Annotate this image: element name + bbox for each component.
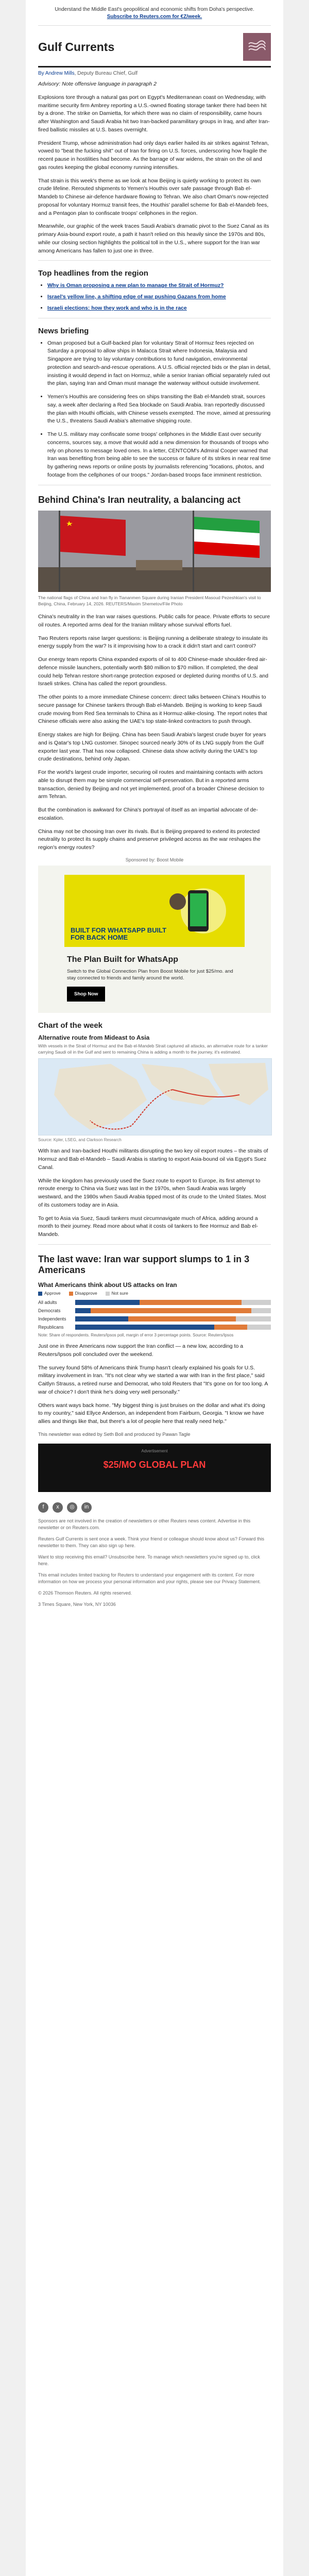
feature-para: China may not be choosing Iran over its rivals. But is Beijing prepared to extend its protected neutrality to protect its supply chains and preserve privileged access as the war reshapes the region's energy routes?: [38, 828, 261, 851]
feature-para: For the world's largest crude importer, securing oil routes and maintaining contacts with actors able to disrupt them may be simple commercial self-preservation. But in a reported arms transaction, denied by Beijing and not yet implemented, proof of a broader Chinese decision to arm Tehran.: [38, 769, 264, 800]
poll-bar-segment: [247, 1325, 271, 1330]
subscribe-banner: [38, 0, 271, 25]
divider: [38, 260, 271, 261]
poll-legend: [38, 1291, 271, 1296]
poll-bar: [75, 1308, 271, 1313]
ad-image[interactable]: [64, 875, 245, 947]
poll-bar-segment: [75, 1300, 140, 1305]
photo-caption: The national flags of China and Iran fly in Tiananmen Square during Iranian President Masoud Pezeshkian's visit to Beijing, China, February 14, 2026. REUTERS/Maxim Shemetov/File Photo: [38, 595, 261, 606]
intro-para-4: Meanwhile, our graphic of the week traces Saudi Arabia's dramatic pivot to the Suez Canal as its primary Asia-bound export route, a path it hasn't relied on this heavily since the 1970s and 80s, while our closing section highlights the political toll in the U.S., where support for the Iran war among Americans has fallen to just one in three.: [38, 223, 269, 254]
poll-row: [38, 1300, 271, 1305]
x-icon[interactable]: x: [53, 1502, 63, 1513]
poll-bar: [75, 1300, 271, 1305]
poll-bar-segment: [75, 1316, 128, 1321]
ad-title: The Plan Built for WhatsApp: [67, 955, 178, 964]
byline: [38, 71, 271, 76]
chart-para: While the kingdom has previously used the Suez route to export to Europe, its first attempt to reroute energy to China via Suez was last in the 1970s, when Saudi Arabia was largely westward, and the 1980s when Saudi Arabia tipped most of its crude to the United States. Most of its customers today are in Asia.: [38, 1177, 266, 1208]
shop-now-button[interactable]: Shop Now: [67, 987, 105, 1002]
map-source: Source: Kpler, LSEG, and Clarkson Research: [38, 1138, 122, 1143]
poll-bar-segment: [214, 1325, 248, 1330]
masthead-rule: [38, 66, 271, 67]
list-item: • The U.S. military may confiscate some troops' cellphones in the Middle East over security concerns, sources say, a move that would add a new dimension for thousands of troops who rely on phones to message loved ones. In a letter, CENTCOM's Admiral Cooper warned that Iran was benefiting from being able to see the success or failure of its strikes in near real time by gathering news reports or online posts by journalists referencing "locations, photos, and footage from the cellphones of our troops." Jordan-based troops face imminent restriction.: [47, 431, 271, 480]
promo-label: Advertisement: [141, 1449, 168, 1454]
intro-para-2: President Trump, whose administration had only days earlier hailed its air strikes against Tehran, vowed to "beat the fucking shit" out of Iran for firing on U.S. forces, underscoring how fragile the recent pause in hostilities had become. As the barrage of war widens, the strain on the oil and gas routes keeping the global economy running intensifies.: [38, 140, 269, 171]
reuters-logo-icon: [243, 33, 271, 61]
subscribe-link[interactable]: Subscribe to Reuters.com for €Z/week.: [107, 13, 202, 20]
legend-swatch: [38, 1292, 42, 1296]
poll-rows: [38, 1300, 271, 1330]
list-item: • Yemen's Houthis are considering fees on ships transiting the Bab el-Mandeb strait, sources say, a week after declaring a Red Sea blockade on Saudi Arabia. Iran reportedly discussed the plan with Houthi officials, with Chinese vessels exempted. The move, aimed at pressuring the U.S., threatens Saudi Arabia's alternative shipping route.: [47, 393, 271, 426]
poll-bar-segment: [75, 1308, 91, 1313]
list-item: [47, 304, 271, 313]
headlines-list: [38, 282, 271, 312]
poll-bar-segment: [242, 1300, 271, 1305]
legend-swatch: [69, 1292, 73, 1296]
author-role: , Deputy Bureau Chief, Gulf: [74, 71, 138, 76]
advisory: Advisory: Note offensive language in paragraph 2: [38, 81, 157, 87]
footer-line: Reuters Gulf Currents is sent once a week. Think your friend or colleague should know about us? Forward this newsletter to them. They can also sign up here.: [38, 1536, 265, 1549]
poll-para: Just one in three Americans now support the Iran conflict — a new low, according to a Reuters/Ipsos poll concluded over the weekend.: [38, 1343, 244, 1358]
list-item: [47, 293, 271, 301]
poll-bar: [75, 1316, 271, 1321]
feature-para: China's neutrality in the Iran war raises questions. Public calls for peace. Private efforts to secure oil routes. A reported arms deal for the Iranian military whose survival efforts fuel.: [38, 614, 270, 628]
chart-para: To get to Asia via Suez, Saudi tankers must circumnavigate much of Africa, adding around a month to their journey. Read more about what it costs oil tankers to flee Hormuz and Bab el-Mandeb.: [38, 1215, 259, 1238]
newsletter: [26, 0, 283, 2576]
poll-bar-segment: [128, 1316, 236, 1321]
ad-card[interactable]: [38, 866, 271, 1013]
footer-line: Want to stop receiving this email? Unsubscribe here. To manage which newsletters you're signed up to, click here.: [38, 1554, 260, 1567]
poll-bar-segment: [75, 1325, 214, 1330]
feature-para: Energy stakes are high for Beijing. China has been Saudi Arabia's largest crude buyer for years and is Qatar's top LNG customer. Sinopec sourced nearly 30% of its LNG supply from the Gulf exporter last year. That has now collapsed. Chinese data show activity during the UAE's top crude destinations, behind only Japan.: [38, 732, 266, 762]
poll-row-label: All adults: [38, 1300, 57, 1306]
author-link[interactable]: By Andrew Mills: [38, 71, 75, 76]
poll-row: [38, 1325, 271, 1330]
legend-item: Approve: [38, 1291, 61, 1296]
facebook-icon[interactable]: f: [38, 1502, 48, 1513]
ad-art-text: BUILT FOR WHATSAPP BUILT FOR BACK HOME: [71, 926, 167, 942]
chart-subtitle: Alternative route from Mideast to Asia: [38, 1034, 150, 1042]
list-item: • Oman proposed but a Gulf-backed plan for voluntary Strait of Hormuz fees rejected on Saturday a proposal to allow ships in Malacca Strait where Indonesia, Malaysia and Singapore are trying to lay voluntary contributions to fund navigation, environmental protection and search-and-rescue operations. A U.S. official rejected bids or the plan in detail, insisting it would depend in fact on Hormuz, while a senior Iranian official separately ruled out the plan, saying Iran and Oman must manage the waterway without outside involvement.: [47, 340, 271, 388]
promo-banner[interactable]: [38, 1444, 271, 1492]
feature-para: Our energy team reports China expanded exports of oil to 400 Chinese-made shoulder-fired air-defence missile launchers, potentially worth $80 million to $70 million. If completed, the deal could help Tehran restore short-range protection exposed or depleted during months of U.S. and Israeli strikes. China has called the report groundless.: [38, 656, 268, 687]
legend-item: Not sure: [106, 1291, 128, 1296]
poll-row: [38, 1308, 271, 1313]
footer: [38, 1492, 271, 1628]
headline-link[interactable]: Israeli elections: how they work and who is in the race: [47, 304, 187, 311]
divider: [38, 1244, 271, 1245]
poll-chart: [38, 1281, 271, 1337]
list-item: [47, 282, 271, 290]
chart-section-title: Chart of the week: [38, 1021, 103, 1030]
linkedin-icon[interactable]: in: [81, 1502, 92, 1513]
legend-swatch: [106, 1292, 110, 1296]
ad-body: Switch to the Global Connection Plan from Boost Mobile for just $25/mo. and stay connected to friends and family around the world.: [67, 968, 233, 981]
poll-section-title: The last wave: Iran war support slumps to 1 in 3 Americans: [38, 1253, 250, 1276]
poll-row-label: Independents: [38, 1316, 66, 1322]
chart-note: With vessels in the Strait of Hormuz and the Bab el-Mandeb Strait captured all attacks, an alternative route for a tanker carrying Saudi oil in the Gulf and sent to remaining China is adding a month to the journey, it's estimated.: [38, 1043, 268, 1055]
poll-row: [38, 1316, 271, 1321]
intro-para-3: That strain is this week's theme as we look at how Beijing is quietly working to protect its own crude lifeline. Rerouted shipments to Yemen's Houthis over safe passage through Bab el-Mandeb to Chinese air-defence hardware flowing to Tehran. We also chart Oman's now-rejected proposal for voluntary Hormuz transit fees, the Houthis' parallel scheme for Bab el-Mandeb fees, and a Pentagon plan to confiscate troops' cellphones in the region.: [38, 177, 269, 216]
briefing-list: [38, 340, 271, 480]
newsletter-title: Gulf Currents: [38, 40, 115, 54]
social-icons: [38, 1502, 271, 1513]
poll-bar-segment: [91, 1308, 251, 1313]
footer-line: This email includes limited tracking for Reuters to understand your engagement with its content. For more information on how we process your personal information and your rights, please see our Privacy Statement.: [38, 1572, 261, 1585]
poll-row-label: Republicans: [38, 1325, 64, 1330]
feature-photo: [38, 511, 271, 592]
legend-item: Disapprove: [69, 1291, 97, 1296]
masthead: [38, 26, 271, 66]
intro-para-1: Explosions tore through a natural gas port on Egypt's Mediterranean coast on Wednesday, with maritime security firm Ambrey reporting a U.S.-owned floating storage tanker there had been hit by a drone. The strike on Damietta, for which there was no claim of responsibility, came hours after Washington and Saudi Arabia hit two Iran-backed paramilitary groups in Iraq, and after Iran-fired ballistic missiles at U.S. bases overnight.: [38, 94, 270, 133]
sponsor-label: Sponsored by: Boost Mobile: [125, 857, 184, 862]
promo-art-text: $25/MO GLOBAL PLAN: [103, 1460, 206, 1470]
route-map: [38, 1058, 272, 1136]
poll-bar-segment: [236, 1316, 271, 1321]
instagram-icon[interactable]: ◎: [67, 1502, 77, 1513]
briefing-title: News briefing: [38, 326, 89, 335]
poll-note: Note: Share of respondents. Reuters/Ipsos poll, margin of error 3 percentage points. Source: Reuters/Ipsos: [38, 1333, 234, 1338]
poll-bar-segment: [140, 1300, 242, 1305]
poll-para: The survey found 58% of Americans think Trump hasn't clearly explained his goals for U.S. military involvement in Iran. "It's not clear why we started a war with Iran in the first place," said Caitlyn Strauss, a retired nurse and Democrat, who told Reuters that "It's gone on for too long. A war of choice? I don't think he's doing very well personally.": [38, 1364, 268, 1395]
poll-bar: [75, 1325, 271, 1330]
poll-title: What Americans think about US attacks on Iran: [38, 1281, 177, 1289]
subscribe-text: Understand the Middle East's geopolitical and economic shifts from Doha's perspective.: [55, 7, 254, 12]
headline-link[interactable]: Why is Oman proposing a new plan to manage the Strait of Hormuz?: [47, 282, 224, 289]
feature-para: Two Reuters reports raise larger questions: is Beijing running a deliberate strategy to insulate its energy supply from the war? Is it improvising how to a crack it didn't start and can't control?: [38, 635, 268, 650]
poll-bar-segment: [251, 1308, 271, 1313]
poll-row-label: Democrats: [38, 1308, 61, 1314]
chart-para: With Iran and Iran-backed Houthi militants disrupting the two key oil export routes – the straits of Hormuz and Bab el-Mandeb – Saudi Arabia is starting to export Asia-bound oil via Egypt's Suez Canal.: [38, 1148, 268, 1171]
poll-para: Others want ways back home. "My biggest thing is just bruises on the dollar and what it's doing to my country," said Ellyce Anderson, an independent from Fairburn, Georgia. "I know we have allies and things like that, but there's a lot of people here that really need help.": [38, 1402, 265, 1425]
feature-para: The other points to a more immediate Chinese concern: direct talks between China's Houthis to secure passage for Chinese tankers through Bab el-Mandeb. Beijing is working to keep Saudi crude moving from Red Sea terminals to China as it Hormuz-alike-closing. The report notes that Chinese officials were also asking the UAE's top state-linked contractors to push through.: [38, 694, 267, 725]
footer-line: 3 Times Square, New York, NY 10036: [38, 1602, 116, 1607]
credit: This newsletter was edited by Seth Boll and produced by Pawan Tagle: [38, 1431, 191, 1437]
headline-link[interactable]: Israel's yellow line, a shifting edge of war pushing Gazans from home: [47, 294, 226, 300]
footer-line: © 2026 Thomson Reuters. All rights reserved.: [38, 1590, 132, 1596]
feature-title: Behind China's Iran neutrality, a balancing act: [38, 494, 241, 505]
feature-para: But the combination is awkward for China's portrayal of itself as an impartial advocate of de-escalation.: [38, 807, 258, 821]
footer-line: Sponsors are not involved in the creation of newsletters or other Reuters news content. Advertise in this newsletter or on Reuters.com.: [38, 1518, 251, 1531]
headlines-title: Top headlines from the region: [38, 269, 148, 278]
